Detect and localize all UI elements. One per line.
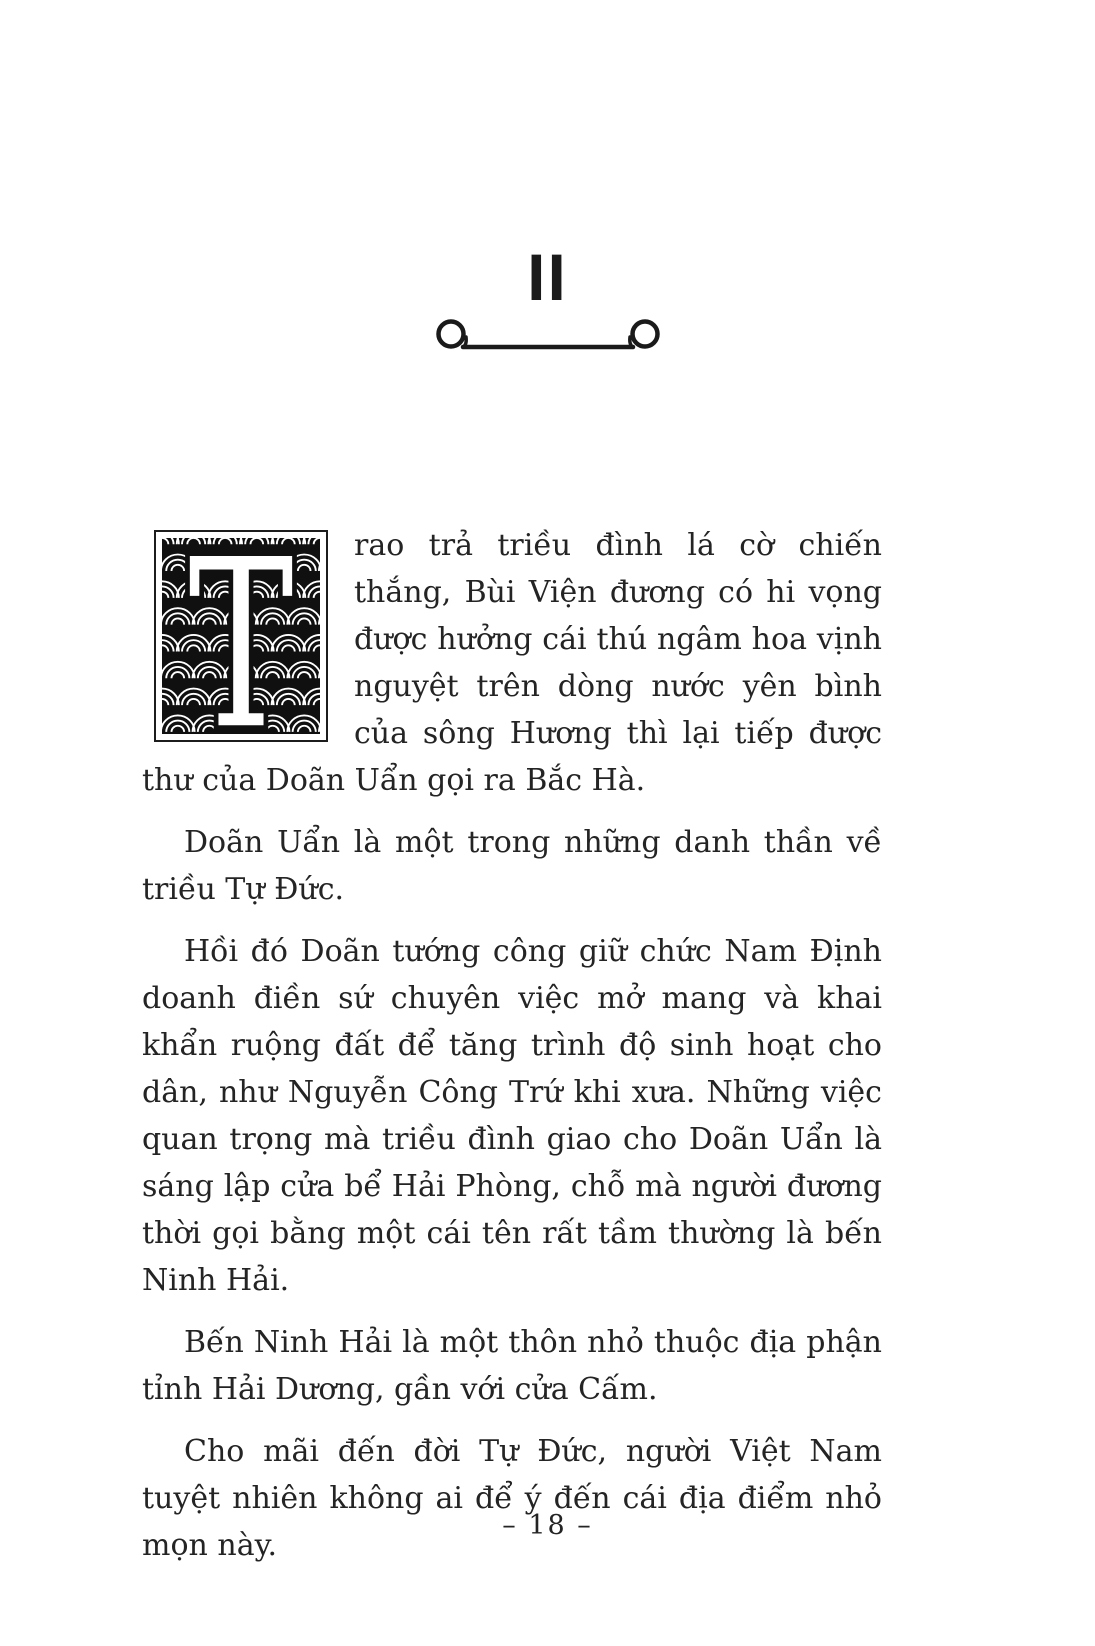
paragraph-4: Bến Ninh Hải là một thôn nhỏ thuộc địa phận tỉnh Hải Dương, gần với cửa Cấm. [142,1325,882,1407]
body-text [142,522,882,1584]
scroll-divider-ornament-icon [430,308,666,360]
chapter-number: II [527,240,568,314]
drop-cap-ornament-icon [162,538,320,734]
paragraph-1 [142,522,882,804]
page-number: – 18 – [502,1510,593,1541]
paragraph-3: Hồi đó Doãn tướng công giữ chức Nam Định doanh điền sứ chuyên việc mở mang và khai khẩn ruộng đất để tăng trình độ sinh hoạt cho dân, như Nguyễn Công Trứ khi xưa. Những việc quan trọng mà triều đình giao cho Doãn Uẩn là sáng lập cửa bể Hải Phòng, chỗ mà người đương thời gọi bằng một cái tên rất tầm thường là bến Ninh Hải. [142,934,882,1298]
paragraph-2: Doãn Uẩn là một trong những danh thần về triều Tự Đức. [142,825,882,907]
drop-cap-letter: T [188,538,294,734]
paragraph-1-text: rao trả triều đình lá cờ chiến thắng, Bùi Viện đương có hi vọng được hưởng cái thú ngâm hoa vịnh nguyệt trên dòng nước yên bình của sông Hương thì lại tiếp được thư của Doãn Uẩn gọi ra Bắc Hà. [142,528,882,798]
paragraph-5: Cho mãi đến đời Tự Đức, người Việt Nam tuyệt nhiên không ai để ý đến cái địa điểm nhỏ mọn này. [142,1434,882,1563]
chapter-divider [0,308,1095,364]
drop-cap-block [154,530,328,742]
